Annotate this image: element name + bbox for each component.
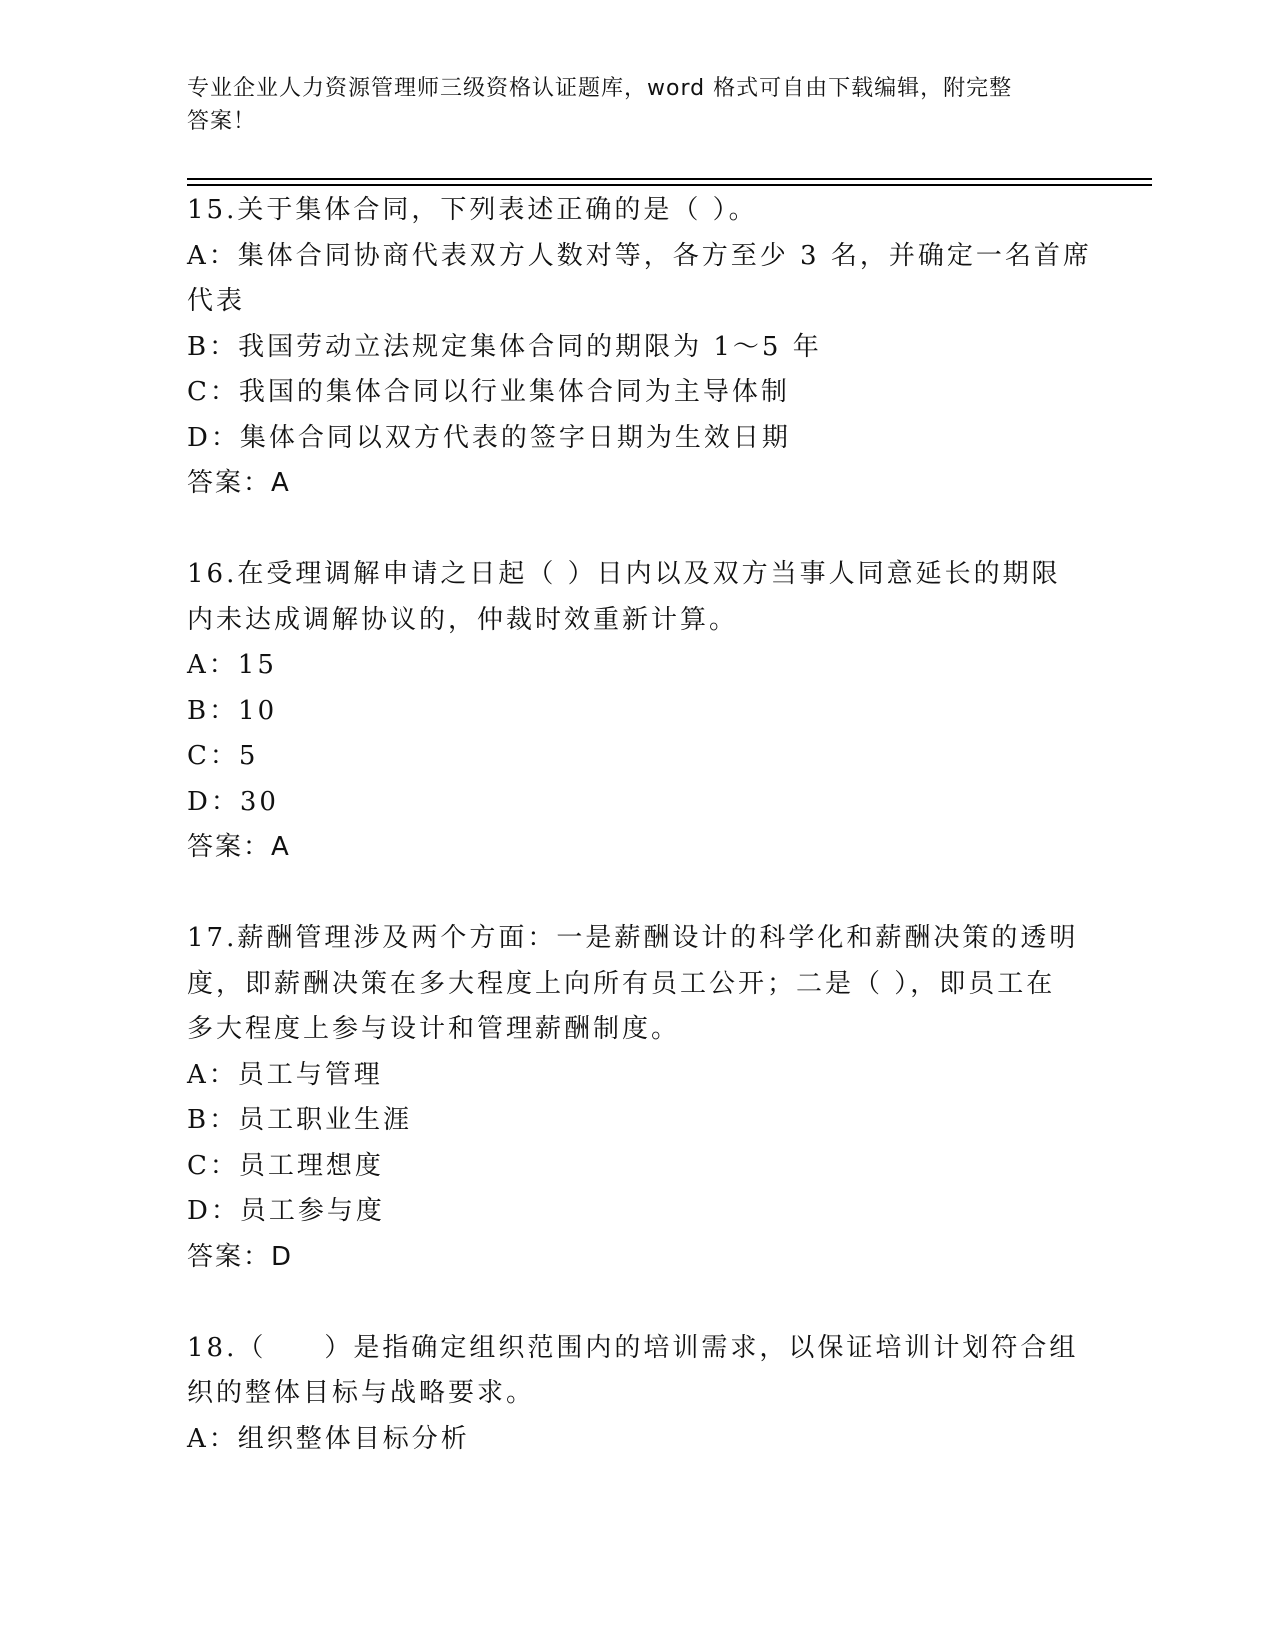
option-line: D：30 [187,786,279,817]
option-line: A：组织整体目标分析 [187,1423,470,1454]
answer-line: 答案：A [187,468,291,498]
header-divider-bottom [187,184,1152,186]
question-stem-line: 15.关于集体合同，下列表述正确的是（ ）。 [187,195,758,225]
question-block [187,188,1092,552]
question-stem-line: 18.（ ）是指确定组织范围内的培训需求，以保证培训计划符合组 [187,1332,1079,1363]
option-line: C：我国的集体合同以行业集体合同为主导体制 [187,377,790,407]
question-spacer [187,507,1087,553]
header-line-1: 专业企业人力资源管理师三级资格认证题库，word 格式可自由下载编辑，附完整 [187,76,1013,101]
question-stem-line: 17.薪酬管理涉及两个方面：一是薪酬设计的科学化和薪酬决策的透明 [187,923,1079,953]
question-stem-line: 16.在受理调解申请之日起（ ）日内以及双方当事人同意延长的期限 [187,559,1061,589]
question-stem-line: 内未达成调解协议的，仲裁时效重新计算。 [187,604,739,635]
option-line: C：员工理想度 [187,1150,384,1181]
question-block [187,916,1087,1326]
option-line: B：员工职业生涯 [187,1105,413,1135]
option-line: B：我国劳动立法规定集体合同的期限为 1～5 年 [187,331,822,362]
question-stem-line: 多大程度上参与设计和管理薪酬制度。 [187,1014,681,1044]
document-header [187,72,1067,138]
option-line: C：5 [187,741,259,771]
question-spacer [187,1280,1087,1326]
option-line: A：15 [187,650,277,680]
question-list [187,188,1092,1462]
header-line-2: 答案！ [187,109,257,134]
option-line: 代表 [187,286,246,316]
option-line: B：10 [187,695,278,726]
question-block [187,1326,1087,1463]
option-line: D：集体合同以双方代表的签字日期为生效日期 [187,422,791,453]
answer-line: 答案：A [187,832,291,862]
header-divider-top [187,178,1152,180]
question-block [187,552,1087,916]
option-line: A：员工与管理 [187,1059,383,1090]
option-line: D：员工参与度 [187,1196,385,1226]
answer-line: 答案：D [187,1241,294,1272]
option-line: A：集体合同协商代表双方人数对等，各方至少 3 名，并确定一名首席 [187,240,1092,271]
question-stem-line: 织的整体目标与战略要求。 [187,1378,536,1408]
question-spacer [187,871,1087,917]
question-stem-line: 度，即薪酬决策在多大程度上向所有员工公开；二是（ ），即员工在 [187,968,1056,999]
